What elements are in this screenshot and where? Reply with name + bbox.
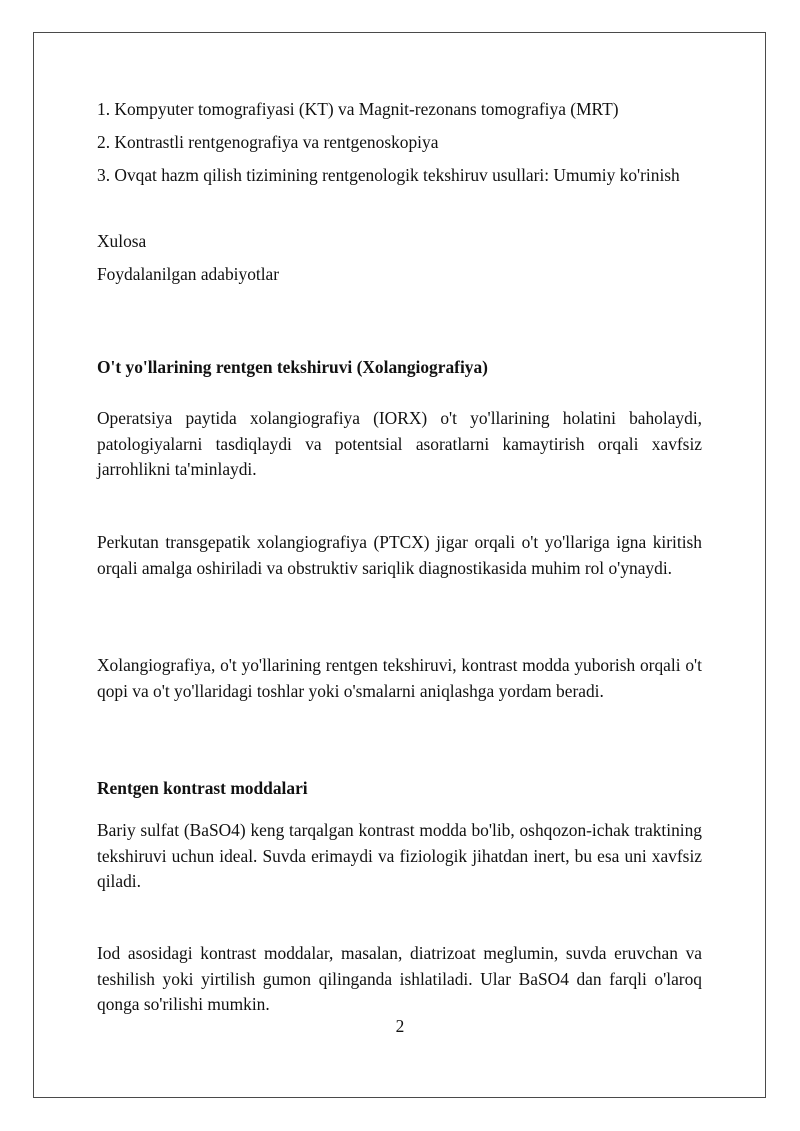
paragraph-iodine-contrast: Iod asosidagi kontrast moddalar, masalan, diatrizoat meglumin, suvda eruvchan va teshilish yoki yirtilish gumon qilinganda ishlatiladi. Ular BaSO4 dan farqli o'laroq qonga so'rilishi mumkin. xyxy=(97,943,702,1014)
page-number: 2 xyxy=(395,1016,405,1036)
toc-item-2: 2. Kontrastli rentgenografiya va rentgenoskopiya xyxy=(97,132,439,152)
toc-item-3: 3. Ovqat hazm qilish tizimining rentgenologik tekshiruv usullari: Umumiy ko'rinish xyxy=(97,165,680,185)
paragraph-ptcx: Perkutan transgepatik xolangiografiya (PTCX) jigar orqali o't yo'llariga igna kiritish orqali amalga oshiriladi va obstruktiv sariqlik diagnostikasida muhim rol o'ynaydi. xyxy=(97,532,702,578)
section-heading-cholangiography: O't yo'llarining rentgen tekshiruvi (Xolangiografiya) xyxy=(97,357,488,377)
toc-item-5: Foydalanilgan adabiyotlar xyxy=(97,264,280,284)
paragraph-barium-sulfate: Bariy sulfat (BaSO4) keng tarqalgan kontrast modda bo'lib, oshqozon-ichak traktining tekshiruvi uchun ideal. Suvda erimaydi va fiziologik jihatdan inert, bu esa uni xavfsiz qiladi. xyxy=(97,820,702,891)
toc-item-1: 1. Kompyuter tomografiyasi (KT) va Magnit-rezonans tomografiya (MRT) xyxy=(97,99,619,119)
paragraph-cholangiography: Xolangiografiya, o't yo'llarining rentgen tekshiruvi, kontrast modda yuborish orqali o't qopi va o't yo'llaridagi toshlar yoki o'smalarni aniqlashga yordam beradi. xyxy=(97,655,702,701)
toc-item-4: Xulosa xyxy=(97,231,147,251)
section-heading-contrast-agents: Rentgen kontrast moddalari xyxy=(97,778,308,798)
paragraph-iorx: Operatsiya paytida xolangiografiya (IORX) o't yo'llarining holatini baholaydi, patologiyalarni tasdiqlaydi va potentsial asoratlarni kamaytirish orqali xavfsiz jarrohlikni ta'minlaydi. xyxy=(97,408,702,479)
